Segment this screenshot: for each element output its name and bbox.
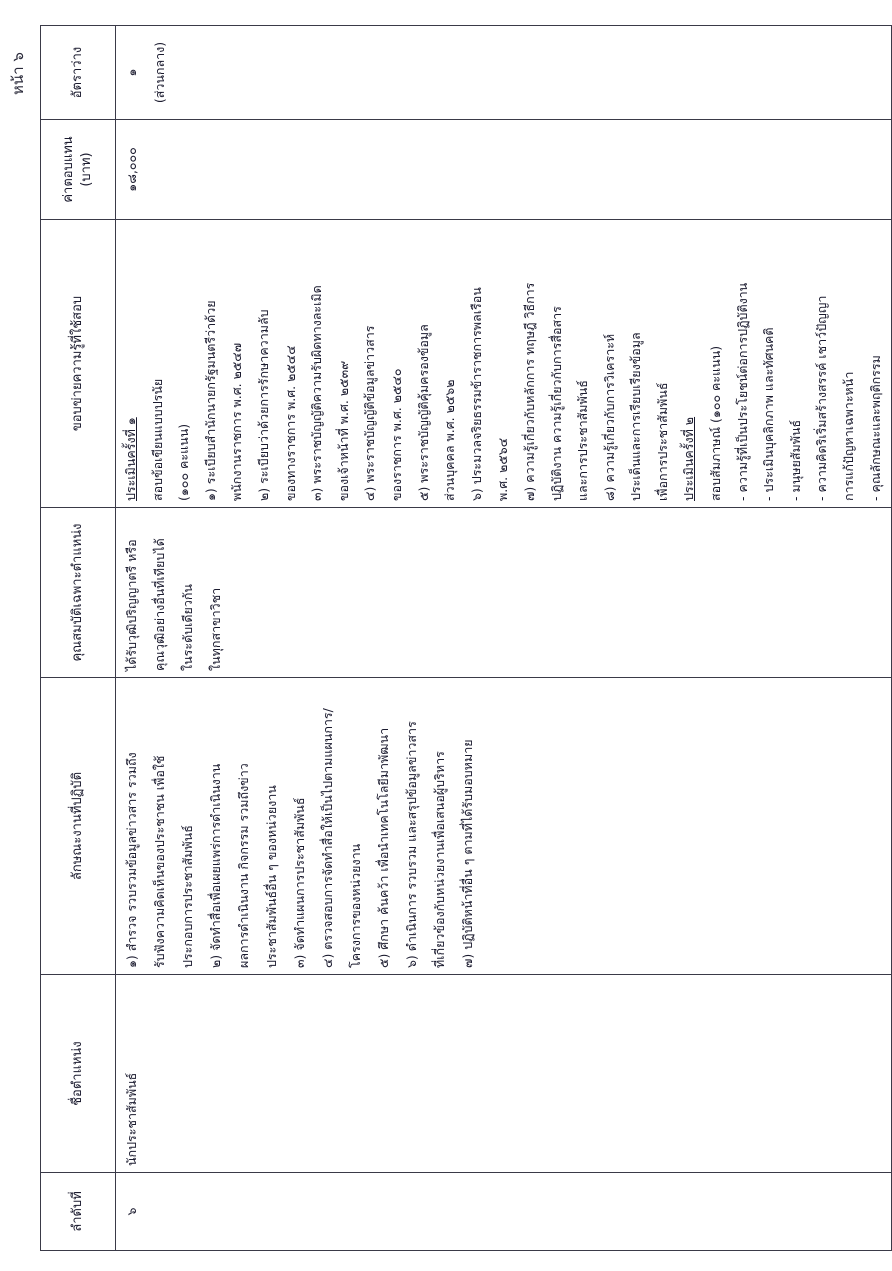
- header-exam-scope: ขอบข่ายความรู้ที่ใช้สอบ: [41, 220, 116, 508]
- duty-line: ๕) ศึกษา ค้นคว้า เพื่อนำเทคโนโลยีมาพัฒนา: [376, 727, 391, 968]
- header-duties: ลักษณะงานที่ปฏิบัติ: [41, 678, 116, 975]
- exam-line: - ความคิดริเริ่มสร้างสรรค์ เชาว์ปัญญา: [814, 295, 830, 501]
- exam-line: ๘) ความรู้เกี่ยวกับการวิเคราะห์: [601, 333, 617, 501]
- table-row: [116, 26, 892, 1251]
- exam-line: - มนุษยสัมพันธ์: [787, 419, 803, 501]
- exam-line: พนักงานราชการ พ.ศ. ๒๕๔๗: [229, 342, 245, 501]
- exam-line: เพื่อการประชาสัมพันธ์: [654, 382, 670, 501]
- qualification-line: ในระดับเดียวกัน: [180, 584, 195, 671]
- header-salary-line1: ค่าตอบแทน: [61, 136, 76, 203]
- exam-line: ประเด็นและการเรียบเรียงข้อมูล: [628, 332, 644, 501]
- header-salary-line2: (บาท): [79, 152, 94, 187]
- cell-position: นักประชาสัมพันธ์: [116, 975, 892, 1173]
- exam-line: สอบสัมภาษณ์ (๑๐๐ คะแนน): [708, 345, 724, 501]
- exam-line: - ประเมินบุคลิกภาพ และทัศนคติ: [761, 327, 777, 501]
- duty-line: ๓) จัดทำแผนการประชาสัมพันธ์: [292, 797, 307, 968]
- cell-quota: [116, 26, 892, 120]
- exam-line: ส่วนบุคคล พ.ศ. ๒๕๖๒: [442, 379, 458, 501]
- table-header-row: [41, 26, 116, 1251]
- exam-line: การแก้ปัญหาเฉพาะหน้า: [841, 371, 857, 501]
- duty-line: ประกอบการประชาสัมพันธ์: [180, 825, 195, 968]
- duty-line: โครงการของหน่วยงาน: [348, 843, 363, 968]
- exam-line: พ.ศ. ๒๕๖๔: [495, 437, 511, 501]
- duty-line: ประชาสัมพันธ์อื่น ๆ ของหน่วยงาน: [264, 785, 279, 968]
- qualification-line: ในทุกสาขาวิชา: [208, 587, 223, 671]
- exam-round1-title: ประเมินครั้งที่ ๑: [123, 417, 138, 501]
- cell-qualifications: [116, 508, 892, 678]
- position-table: [40, 25, 892, 1251]
- exam-line: ๑) ระเบียบสำนักนายกรัฐมนตรีว่าด้วย: [202, 300, 218, 501]
- quota-count: ๑: [124, 68, 139, 77]
- qualification-line: ได้รับวุฒิปริญญาตรี หรือ: [124, 539, 139, 671]
- duty-line: รับฟังความคิดเห็นของประชาชน เพื่อใช้: [152, 755, 167, 968]
- quota-location: (ส่วนกลาง): [152, 41, 167, 104]
- exam-line: สอบข้อเขียนแบบปรนัย: [149, 378, 165, 501]
- duty-line: ๑) สำรวจ รวบรวมข้อมูลข่าวสาร รวมถึง: [124, 752, 139, 968]
- duty-line: ๔) ตรวจสอบการจัดทำสื่อให้เป็นไปตามแผนการ/: [320, 708, 335, 968]
- cell-seq: ๖: [116, 1173, 892, 1251]
- header-qualifications: คุณสมบัติเฉพาะตำแหน่ง: [41, 508, 116, 678]
- duty-line: ๗) ปฏิบัติหน้าที่อื่น ๆ ตามที่ได้รับมอบหมาย: [460, 739, 475, 968]
- cell-duties: [116, 678, 892, 975]
- exam-line: และการประชาสัมพันธ์: [575, 380, 591, 501]
- exam-line: (๑๐๐ คะแนน): [176, 423, 192, 501]
- exam-line: ๖) ประมวลจริยธรรมข้าราชการพลเรือน: [468, 287, 484, 501]
- exam-line: ของราชการ พ.ศ. ๒๕๔๐: [388, 368, 404, 501]
- exam-round2-title: ประเมินครั้งที่ ๒: [681, 416, 697, 501]
- header-seq: ลำดับที่: [41, 1173, 116, 1251]
- exam-line: - คุณลักษณะและพฤติกรรม: [867, 355, 883, 501]
- exam-line: ๔) พระราชบัญญัติข้อมูลข่าวสาร: [362, 325, 378, 501]
- duty-line: ผลการดำเนินงาน กิจกรรม รวมถึงข่าว: [236, 763, 251, 968]
- exam-line: ๒) ระเบียบว่าด้วยการรักษาความลับ: [255, 309, 271, 501]
- header-position: ชื่อตำแหน่ง: [41, 975, 116, 1173]
- header-quota: อัตราว่าง: [41, 26, 116, 120]
- exam-line: ของทางราชการ พ.ศ. ๒๕๔๔: [282, 345, 298, 501]
- exam-line: ๕) พระราชบัญญัติคุ้มครองข้อมูล: [415, 324, 431, 501]
- cell-salary: ๑๘,๐๐๐: [116, 120, 892, 220]
- exam-line: ของเจ้าหน้าที่ พ.ศ. ๒๕๓๙: [335, 360, 351, 501]
- exam-line: - ความรู้ที่เป็นประโยชน์ต่อการปฏิบัติงาน: [734, 282, 750, 501]
- cell-exam-scope: [116, 220, 892, 508]
- duty-line: ๖) ดำเนินการ รวบรวม และสรุปข้อมูลข่าวสาร: [404, 721, 419, 968]
- duty-line: ที่เกี่ยวข้องกับหน่วยงานเพื่อเสนอผู้บริหาร: [432, 751, 447, 968]
- duty-line: ๒) จัดทำสื่อเพื่อเผยแพร่การดำเนินงาน: [208, 763, 223, 968]
- header-salary: [41, 120, 116, 220]
- exam-line: ๓) พระราชบัญญัติความรับผิดทางละเมิด: [309, 285, 325, 501]
- page-number: หน้า ๖: [9, 52, 27, 95]
- exam-line: ปฏิบัติงาน ความรู้เกี่ยวกับการสื่อสาร: [548, 306, 564, 501]
- qualification-line: คุณวุฒิอย่างอื่นที่เทียบได้: [152, 538, 167, 671]
- exam-line: ๗) ความรู้เกี่ยวกับหลักการ ทฤษฎี วิธีการ: [521, 282, 537, 501]
